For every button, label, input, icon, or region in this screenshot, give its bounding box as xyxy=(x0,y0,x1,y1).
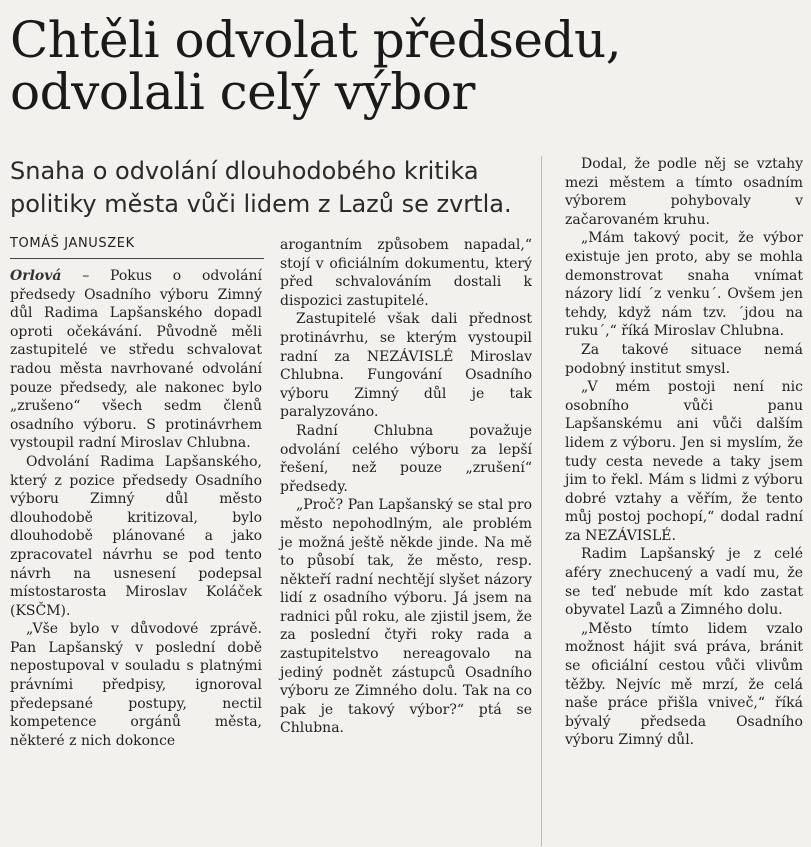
paragraph: arogantním způsobem napadal,“ stojí v oficiálním dokumentu, který před schvalováním dostali k dispozici zastupitelé. xyxy=(280,237,532,309)
paragraph: „Mám takový pocit, že výbor existuje jen proto, aby se mohla demonstrovat snaha vnímat názory lidí ´z venku´. Ovšem jen tehdy, když nám tzv. ´jdou na ruku´,“ říká Miroslav Chlubna. xyxy=(565,230,803,340)
subtitle-line-1: Snaha o odvolání dlouhodobého kritika xyxy=(10,157,479,185)
byline-divider xyxy=(10,258,264,259)
paragraph: Dodal, že podle něj se vztahy mezi městem a tímto osadním výborem pohybovaly v začarovaném kruhu. xyxy=(565,156,803,228)
dateline-place: Orlová xyxy=(10,268,62,284)
paragraph: Zastupitelé však dali přednost protinávrhu, se kterým vystoupil radní za NEZÁVISLÉ Miroslav Chlubna. Fungování Osadního výboru Zimný důl je tak paralyzováno. xyxy=(280,311,532,421)
paragraph: Radim Lapšanský je z celé aféry znechucený a vadí mu, že se teď nebude mít kdo zastat obyvatel Lazů a Zimného dolu. xyxy=(565,546,803,619)
article-subtitle xyxy=(10,155,550,221)
paragraph-text: – Pokus o odvolání předsedy Osadního výboru Zimný důl Radima Lapšanského dopadl oproti očekávání. Původně měli zastupitelé ve středu schvalovat radou města navrhované odvolání pouze předsedy, ale nakonec bylo „zrušeno“ všech sedm členů osadního výboru. S protinávrhem vystoupil radní Miroslav Chlubna. xyxy=(10,268,262,452)
column-divider xyxy=(541,156,542,846)
paragraph: „Město tímto lidem vzalo možnost hájit svá práva, bránit se oficiální cestou vůči vlivům těžby. Nejvíc mě mrzí, že celá naše práce přišla vniveč,“ říká bývalý předseda Osadního výboru Zimný důl. xyxy=(565,620,803,749)
author-byline: TOMÁŠ JANUSZEK xyxy=(10,236,135,251)
paragraph: „Proč? Pan Lapšanský se stal pro město nepohodlným, ale problém je možná ještě někde jinde. Na mě to působí tak, že město, resp. někteří radní nechtějí slyšet názory lidí z osadního výboru. Já jsem na radnici půl roku, ale zjistil jsem, že za poslední čtyři roky rada a zastupitelstvo nereagovalo na jediný podnět zástupců Osadního výboru ze Zimného dolu. Tak na co pak je takový výbor?“ ptá se Chlubna. xyxy=(280,497,532,737)
article-column-2 xyxy=(280,236,532,738)
title-line-2: odvolali celý výbor xyxy=(10,63,475,121)
article-column-1 xyxy=(10,267,262,750)
paragraph: „V mém postoji není nic osobního vůči panu Lapšanskému ani vůči dalším lidem z výboru. Jen si myslím, že tudy cesta nevede a taky jsem jim to řekl. Mám s lidmi z výboru dobré vztahy a věřím, že tento můj postoj pochopí,“ dodal radní za NEZÁVISLÉ. xyxy=(565,379,803,544)
subtitle-line-2: politiky města vůči lidem z Lazů se zvrtla. xyxy=(10,190,512,218)
title-line-1: Chtěli odvolat předsedu, xyxy=(10,11,622,69)
article-column-3 xyxy=(565,155,803,750)
paragraph: Radní Chlubna považuje odvolání celého výboru za lepší řešení, než pouze „zrušení“ předsedy. xyxy=(280,422,532,495)
paragraph xyxy=(10,267,262,453)
paragraph: Odvolání Radima Lapšanského, který z pozice předsedy Osadního výboru Zimný důl město dlouhodobě kritizoval, bylo dlouhodobě plánované a jako zpracovatel návrhu se pod tento návrh na usnesení podepsal místostarosta Miroslav Koláček (KSČM). xyxy=(10,453,262,619)
paragraph: „Vše bylo v důvodové zprávě. Pan Lapšanský v poslední době nepostupoval v souladu s platnými právními předpisy, ignoroval předepsané postupy, nectil kompetence orgánů města, některé z nich dokonce xyxy=(10,621,262,749)
article-title xyxy=(10,11,622,121)
paragraph: Za takové situace nemá podobný institut smysl. xyxy=(565,341,803,377)
